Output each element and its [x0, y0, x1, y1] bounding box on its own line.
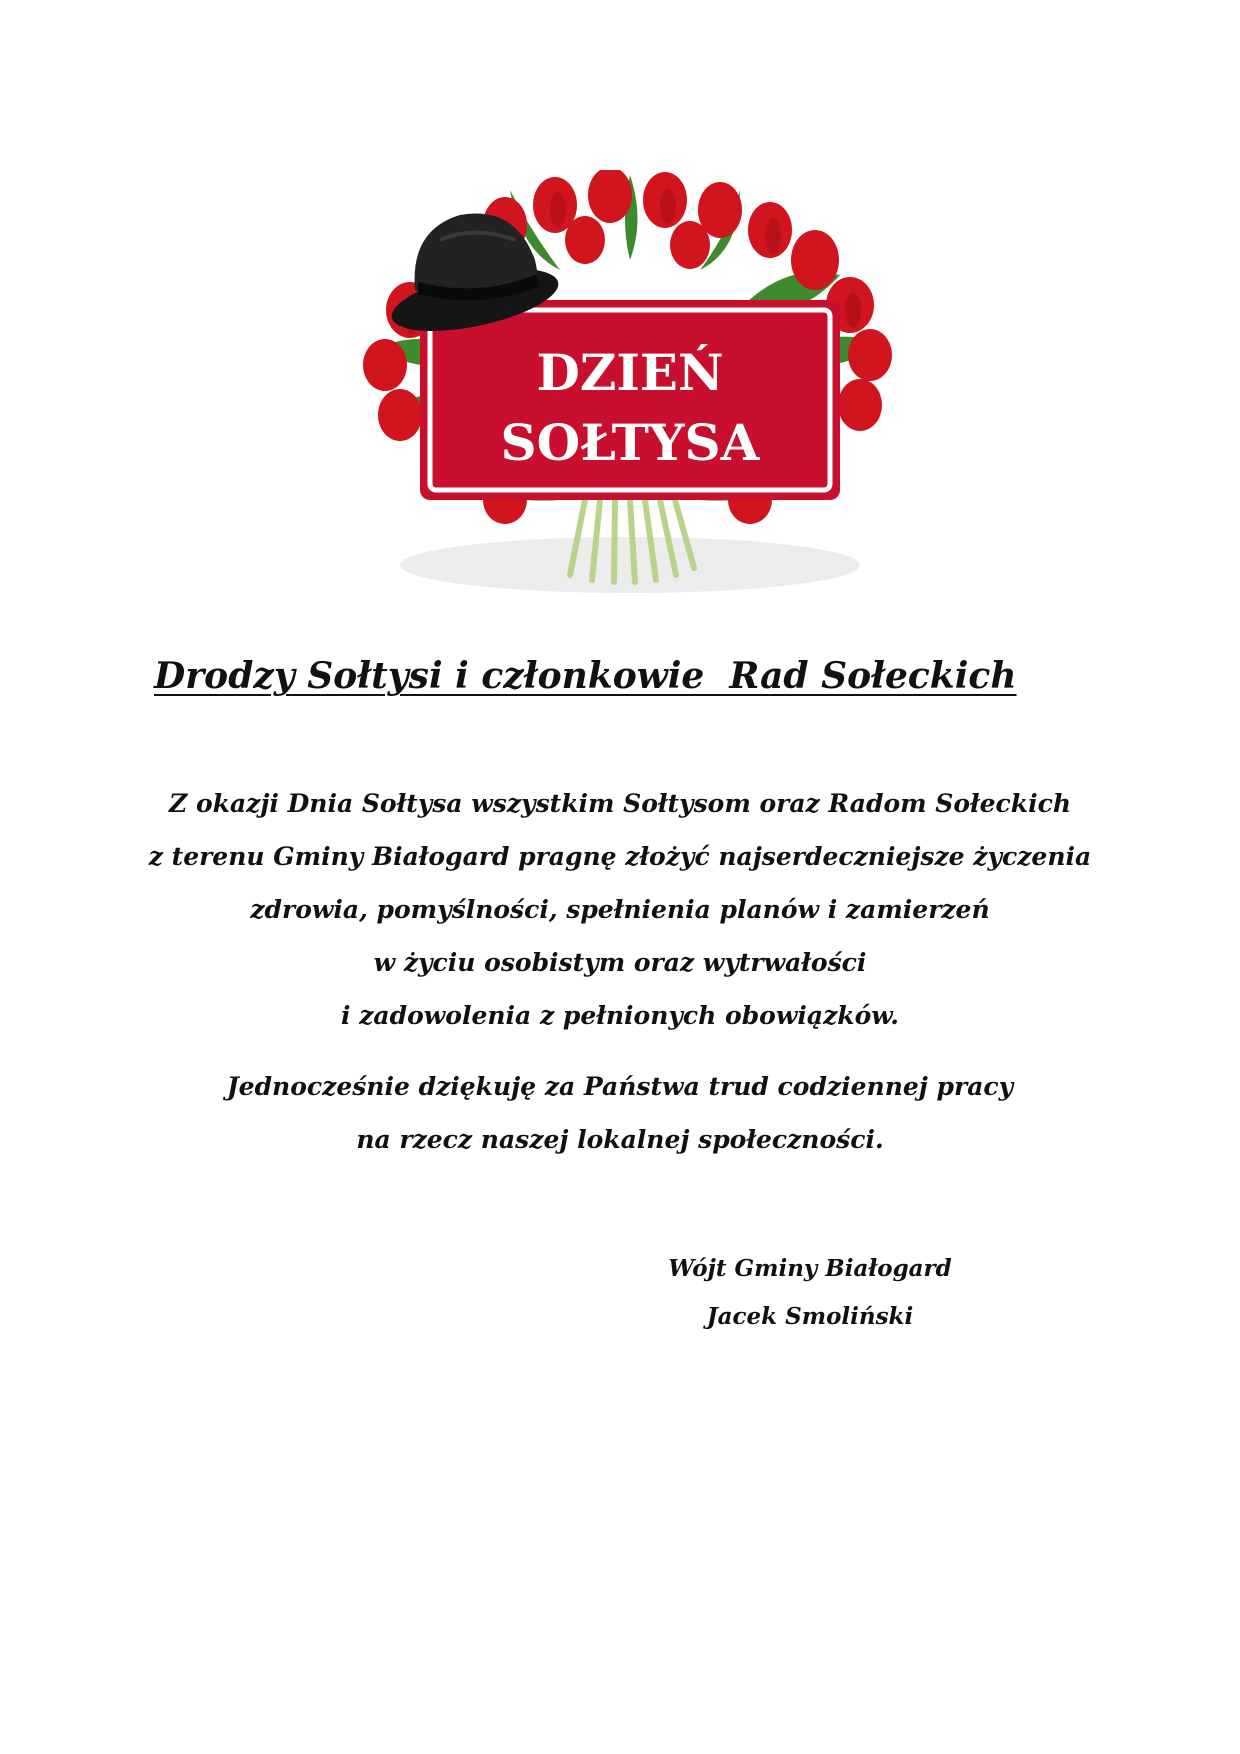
greeting-heading: Drodzy Sołtysi i członkowie Rad Sołeckich	[154, 655, 1017, 697]
wishes-line: Jednocześnie dziękuję za Państwa trud codziennej pracy	[226, 1072, 1014, 1101]
wishes-line: na rzecz naszej lokalnej społeczności.	[356, 1125, 884, 1154]
wishes-line: i zadowolenia z pełnionych obowiązków.	[341, 1001, 899, 1030]
wishes-line: zdrowia, pomyślności, spełnienia planów i zamierzeń	[250, 895, 990, 924]
sign-line-1: DZIEŃ	[536, 343, 724, 402]
wishes-paragraph-1	[120, 777, 1120, 1042]
signature-block	[600, 1245, 1020, 1341]
wishes-line: Z okazji Dnia Sołtysa wszystkim Sołtysom oraz Radom Sołeckich	[169, 789, 1071, 818]
tulip-bouquet-picture	[330, 170, 930, 600]
wishes-line: w życiu osobistym oraz wytrwałości	[373, 948, 867, 977]
signature-name: Jacek Smoliński	[706, 1303, 914, 1330]
signature-title: Wójt Gminy Białogard	[668, 1255, 952, 1282]
wishes-line: z terenu Gminy Białogard pragnę złożyć najserdeczniejsze życzenia	[148, 842, 1092, 871]
sign-line-2: SOŁTYSA	[500, 413, 760, 472]
dzien-soltysa-illustration	[330, 170, 930, 600]
dzien-soltysa-sign	[420, 300, 840, 500]
wishes-paragraph-2	[120, 1060, 1120, 1166]
